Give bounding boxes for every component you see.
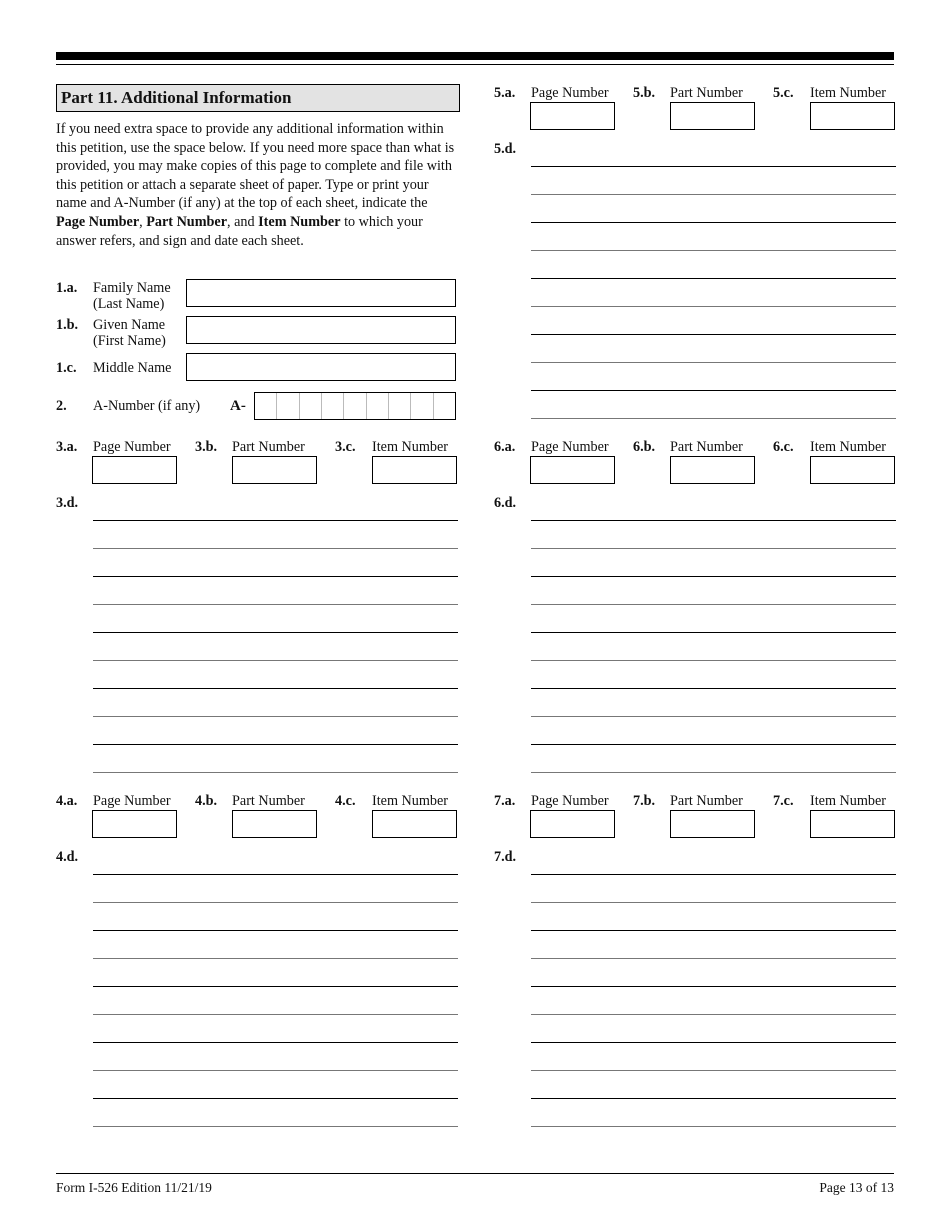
- item-number-3b: 3.b.: [195, 439, 218, 455]
- part-number-label: Part Number: [670, 793, 743, 809]
- middle-name-label: Middle Name: [93, 360, 172, 376]
- item-number-7d: 7.d.: [494, 849, 517, 865]
- answer-line[interactable]: [531, 744, 896, 745]
- answer-line[interactable]: [531, 548, 896, 549]
- answer-line[interactable]: [531, 930, 896, 931]
- a-number-prefix: A-: [230, 398, 246, 414]
- a-number-digit-cell[interactable]: [300, 393, 322, 419]
- answer-line[interactable]: [93, 688, 458, 689]
- item-number-7a: 7.a.: [494, 793, 516, 809]
- item-number-7c: 7.c.: [773, 793, 794, 809]
- page-number-label: Page Number: [531, 793, 609, 809]
- given-name-label: Given Name (First Name): [93, 317, 166, 349]
- answer-line[interactable]: [531, 958, 896, 959]
- item-number-label: Item Number: [810, 85, 887, 101]
- answer-line[interactable]: [93, 744, 458, 745]
- page-number-input[interactable]: [92, 456, 177, 484]
- answer-line[interactable]: [93, 874, 458, 875]
- answer-line[interactable]: [93, 1014, 458, 1015]
- part-number-label: Part Number: [232, 793, 305, 809]
- middle-name-input[interactable]: [186, 353, 456, 381]
- answer-line[interactable]: [531, 1014, 896, 1015]
- item-number-input[interactable]: [810, 102, 895, 130]
- item-number-label: Item Number: [810, 793, 887, 809]
- family-name-input[interactable]: [186, 279, 456, 307]
- answer-line[interactable]: [531, 222, 896, 223]
- item-number-6b: 6.b.: [633, 439, 656, 455]
- form-edition: Form I-526 Edition 11/21/19: [56, 1180, 212, 1195]
- answer-line[interactable]: [531, 604, 896, 605]
- footer-rule: [56, 1173, 894, 1174]
- page-number: Page 13 of 13: [819, 1180, 894, 1195]
- item-number-5d: 5.d.: [494, 141, 517, 157]
- answer-line[interactable]: [93, 986, 458, 987]
- item-number-input[interactable]: [810, 810, 895, 838]
- a-number-digit-cell[interactable]: [322, 393, 344, 419]
- a-number-label: A-Number (if any): [93, 398, 201, 414]
- part-number-input[interactable]: [670, 102, 755, 130]
- answer-line[interactable]: [93, 604, 458, 605]
- page-number-label: Page Number: [93, 439, 171, 455]
- answer-line[interactable]: [531, 1070, 896, 1071]
- a-number-input[interactable]: [254, 392, 456, 420]
- item-number-1b: 1.b.: [56, 317, 79, 333]
- instructions-text: If you need extra space to provide any additional information within this petition, use the space below. If you need more space than what is provided, you may make copies of this page to complete and file with this petition or attach a separate sheet of paper. Type or print your name and A-Number (if any) at the top of each sheet, indicate the Page Number, Part Number, and Item Number to which your answer refers, and sign and date each sheet.: [56, 121, 455, 249]
- answer-line[interactable]: [93, 716, 458, 717]
- answer-line[interactable]: [93, 576, 458, 577]
- a-number-digit-cell[interactable]: [277, 393, 299, 419]
- item-number-1a: 1.a.: [56, 280, 78, 296]
- part-number-input[interactable]: [670, 456, 755, 484]
- answer-line[interactable]: [531, 250, 896, 251]
- answer-line[interactable]: [531, 576, 896, 577]
- answer-line[interactable]: [531, 902, 896, 903]
- answer-line[interactable]: [93, 520, 458, 521]
- item-number-3a: 3.a.: [56, 439, 78, 455]
- answer-line[interactable]: [531, 688, 896, 689]
- answer-line[interactable]: [531, 772, 896, 773]
- item-number-4d: 4.d.: [56, 849, 79, 865]
- a-number-digit-cell[interactable]: [389, 393, 411, 419]
- part-number-label: Part Number: [670, 85, 743, 101]
- page-number-input[interactable]: [530, 456, 615, 484]
- item-number-4c: 4.c.: [335, 793, 356, 809]
- answer-line[interactable]: [531, 660, 896, 661]
- item-number-input[interactable]: [372, 810, 457, 838]
- answer-line[interactable]: [531, 278, 896, 279]
- item-number-input[interactable]: [372, 456, 457, 484]
- answer-line[interactable]: [93, 1126, 458, 1127]
- part-number-input[interactable]: [232, 456, 317, 484]
- answer-line[interactable]: [531, 520, 896, 521]
- answer-line[interactable]: [531, 418, 896, 419]
- item-number-3d: 3.d.: [56, 495, 79, 511]
- answer-line[interactable]: [531, 632, 896, 633]
- answer-line[interactable]: [531, 986, 896, 987]
- part-number-input[interactable]: [670, 810, 755, 838]
- answer-line[interactable]: [93, 930, 458, 931]
- page-number-label: Page Number: [531, 85, 609, 101]
- item-number-6c: 6.c.: [773, 439, 794, 455]
- item-number-1c: 1.c.: [56, 360, 77, 376]
- a-number-digit-cell[interactable]: [344, 393, 366, 419]
- page-number-input[interactable]: [530, 102, 615, 130]
- answer-line[interactable]: [93, 548, 458, 549]
- answer-line[interactable]: [531, 334, 896, 335]
- item-number-5a: 5.a.: [494, 85, 516, 101]
- a-number-digit-cell[interactable]: [367, 393, 389, 419]
- item-number-label: Item Number: [372, 439, 449, 455]
- answer-line[interactable]: [531, 166, 896, 167]
- item-number-input[interactable]: [810, 456, 895, 484]
- answer-line[interactable]: [531, 874, 896, 875]
- item-number-6d: 6.d.: [494, 495, 517, 511]
- page-number-label: Page Number: [93, 793, 171, 809]
- a-number-digit-cell[interactable]: [411, 393, 433, 419]
- page-number-label: Page Number: [531, 439, 609, 455]
- item-number-6a: 6.a.: [494, 439, 516, 455]
- item-number-5b: 5.b.: [633, 85, 656, 101]
- page-number-input[interactable]: [530, 810, 615, 838]
- answer-line[interactable]: [93, 1070, 458, 1071]
- answer-line[interactable]: [531, 1098, 896, 1099]
- item-number-4a: 4.a.: [56, 793, 78, 809]
- part-header: Part 11. Additional Information: [56, 84, 460, 112]
- part-number-input[interactable]: [232, 810, 317, 838]
- top-rule-thin: [56, 64, 894, 65]
- top-rule-thick: [56, 52, 894, 60]
- answer-line[interactable]: [531, 306, 896, 307]
- part-number-label: Part Number: [232, 439, 305, 455]
- family-name-label: Family Name (Last Name): [93, 280, 171, 312]
- answer-line[interactable]: [93, 660, 458, 661]
- answer-line[interactable]: [93, 772, 458, 773]
- answer-line[interactable]: [531, 194, 896, 195]
- given-name-input[interactable]: [186, 316, 456, 344]
- a-number-digit-cell[interactable]: [255, 393, 277, 419]
- answer-line[interactable]: [93, 1042, 458, 1043]
- item-number-label: Item Number: [372, 793, 449, 809]
- a-number-digit-cell[interactable]: [434, 393, 455, 419]
- answer-line[interactable]: [93, 1098, 458, 1099]
- answer-line[interactable]: [531, 1126, 896, 1127]
- answer-line[interactable]: [531, 716, 896, 717]
- answer-line[interactable]: [93, 632, 458, 633]
- answer-line[interactable]: [531, 362, 896, 363]
- answer-line[interactable]: [531, 1042, 896, 1043]
- item-number-7b: 7.b.: [633, 793, 656, 809]
- page-number-input[interactable]: [92, 810, 177, 838]
- item-number-2: 2.: [56, 398, 67, 414]
- item-number-label: Item Number: [810, 439, 887, 455]
- answer-line[interactable]: [93, 902, 458, 903]
- item-number-4b: 4.b.: [195, 793, 218, 809]
- answer-line[interactable]: [531, 390, 896, 391]
- part-number-label: Part Number: [670, 439, 743, 455]
- item-number-5c: 5.c.: [773, 85, 794, 101]
- answer-line[interactable]: [93, 958, 458, 959]
- item-number-3c: 3.c.: [335, 439, 356, 455]
